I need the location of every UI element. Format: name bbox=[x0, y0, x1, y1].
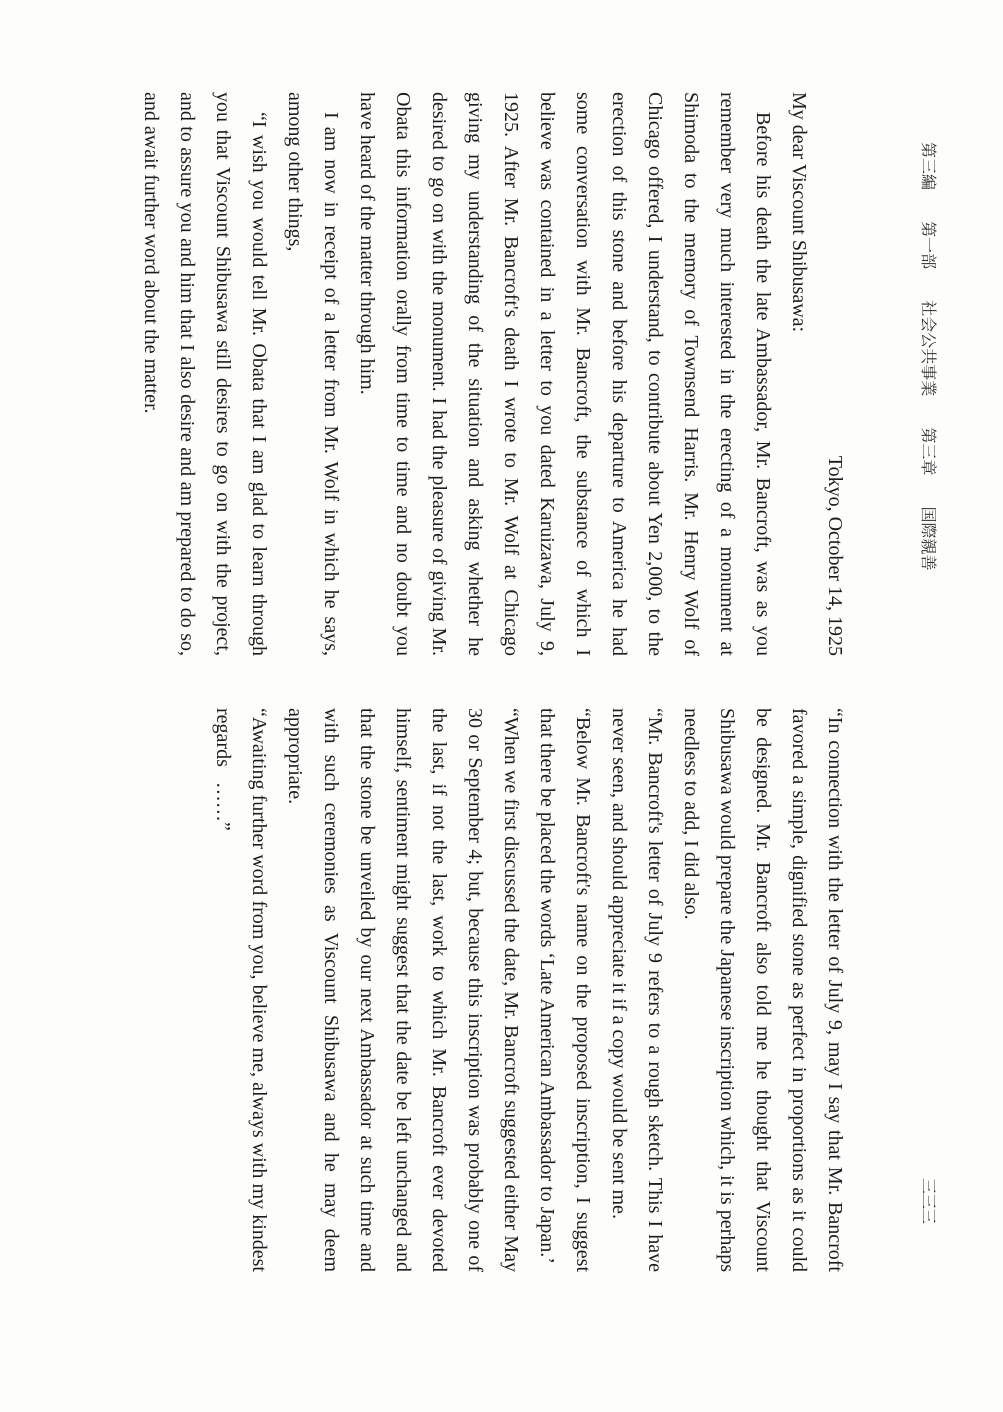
quoted-paragraph: “Mr. Bancroft's letter of July 9 refers to a rough sketch. This I have never seen, and should appreciate it if a copy would be sent me. bbox=[608, 708, 666, 1272]
letter-paragraph: I am now in receipt of a letter from Mr. Wolf in which he says, among other things, bbox=[284, 92, 342, 656]
quoted-paragraph: “In connection with the letter of July 9, may I say that Mr. Bancroft favored a simple, dignified stone as perfect in proportions as it could be designed. Mr. Bancroft also told me he thought that Viscount Shibusawa would prepare the Japanese inscription which, it is perhaps needless to add, I did also. bbox=[680, 708, 846, 1272]
quoted-paragraph: “Below Mr. Bancroft's name on the proposed inscription, I suggest that there be placed the words ‘Late American Ambassador to Japan.’ bbox=[536, 708, 594, 1272]
page-number: 三三三 bbox=[919, 1178, 938, 1224]
running-header bbox=[917, 142, 941, 596]
left-column bbox=[133, 92, 853, 656]
header-part: 第一部 bbox=[919, 221, 938, 270]
letter-salutation: My dear Viscount Shibusawa: bbox=[788, 92, 810, 333]
header-part: 社会公共事業 bbox=[919, 300, 938, 397]
header-part: 国際親善 bbox=[919, 506, 938, 571]
quoted-paragraph: “When we first discussed the date, Mr. Bancroft suggested either May 30 or September 4; but, because this inscription was probably one of the last, if not the last, work to which Mr. Bancroft ever devoted himself, sentiment might suggest that the date be left unchanged and that the stone be unveiled by our next Ambassador at such time and with such ceremonies as Viscount Shibusawa and he may deem appropriate. bbox=[284, 708, 522, 1272]
quoted-paragraph: “I wish you would tell Mr. Obata that I am glad to learn through you that Viscount Shibusawa still desires to go on with the project, and to assure you and him that I also desire and am prepared to do so, and await further word about the matter. bbox=[140, 92, 270, 656]
letter-date: Tokyo, October 14, 1925 bbox=[824, 455, 846, 656]
quoted-paragraph: “Awaiting further word from you, believe me, always with my kindest regards ……” bbox=[212, 708, 270, 1272]
letter-paragraph: Before his death the late Ambassador, Mr. Bancroft, was as you remember very much interested in the erecting of a monument at Shimoda to the memory of Townsend Harris. Mr. Henry Wolf of Chicago offered, I understand, to contribute about Yen 2,000, to the erection of this stone and before his departure to America he had some conversation with Mr. Bancroft, the substance of which I believe was contained in a letter to you dated Karuizawa, July 9, 1925. After Mr. Bancroft's death I wrote to Mr. Wolf at Chicago giving my understanding of the situation and asking whether he desired to go on with the monument. I had the pleasure of giving Mr. Obata this information orally from time to time and no doubt you have heard of the matter through him. bbox=[356, 92, 774, 656]
header-part: 第三編 bbox=[919, 142, 938, 191]
right-column bbox=[205, 708, 853, 1272]
header-part: 第三章 bbox=[919, 427, 938, 476]
